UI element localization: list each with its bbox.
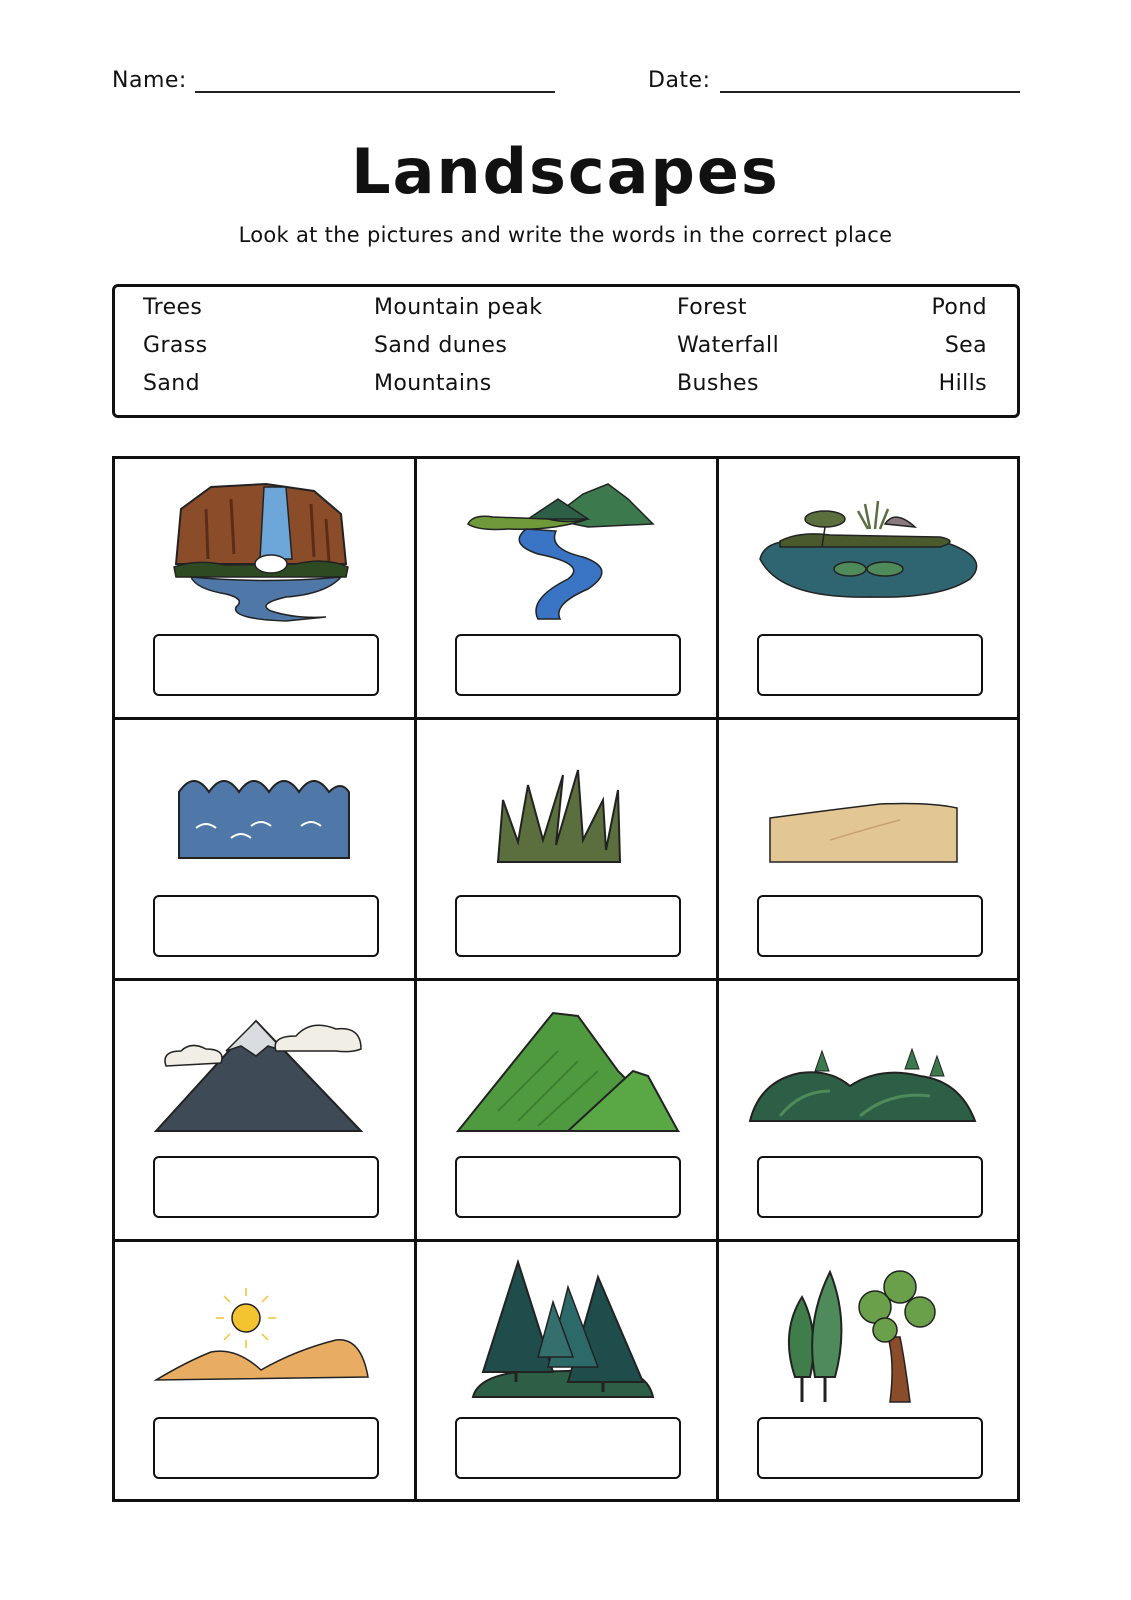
picture-cell bbox=[719, 1242, 1021, 1503]
word-bank-item: Pond bbox=[931, 295, 987, 320]
word-bank-item: Sand dunes bbox=[374, 333, 508, 358]
waterfall-icon bbox=[136, 469, 396, 629]
word-bank bbox=[112, 284, 1020, 418]
picture-cell bbox=[719, 981, 1021, 1242]
sea-icon bbox=[136, 730, 396, 890]
answer-box[interactable] bbox=[757, 1417, 983, 1479]
picture-cell bbox=[115, 981, 417, 1242]
word-bank-item: Mountain peak bbox=[374, 295, 543, 320]
date-field[interactable] bbox=[720, 91, 1020, 93]
instructions: Look at the pictures and write the words in the correct place bbox=[238, 223, 893, 247]
word-bank-item: Hills bbox=[938, 371, 987, 396]
word-bank-item: Mountains bbox=[374, 371, 492, 396]
word-bank-item: Grass bbox=[143, 333, 208, 358]
word-bank-item: Trees bbox=[143, 295, 203, 320]
picture-cell bbox=[417, 720, 719, 981]
picture-cell bbox=[719, 720, 1021, 981]
word-bank-item: Bushes bbox=[677, 371, 759, 396]
bushes-icon bbox=[740, 991, 1000, 1151]
answer-box[interactable] bbox=[455, 895, 681, 957]
mountain-peak-icon bbox=[136, 991, 396, 1151]
word-bank-item: Sand bbox=[143, 371, 200, 396]
forest-icon bbox=[438, 1252, 698, 1412]
answer-box[interactable] bbox=[455, 1417, 681, 1479]
mountains-icon bbox=[438, 991, 698, 1151]
picture-cell bbox=[417, 459, 719, 720]
answer-box[interactable] bbox=[757, 634, 983, 696]
picture-cell bbox=[719, 459, 1021, 720]
name-label: Name: bbox=[112, 68, 187, 93]
answer-box[interactable] bbox=[757, 1156, 983, 1218]
answer-box[interactable] bbox=[153, 1156, 379, 1218]
picture-cell bbox=[417, 981, 719, 1242]
pond-icon bbox=[740, 469, 1000, 629]
picture-cell bbox=[417, 1242, 719, 1503]
name-field[interactable] bbox=[195, 91, 555, 93]
answer-box[interactable] bbox=[153, 895, 379, 957]
page-title: Landscapes bbox=[351, 135, 780, 208]
picture-cell bbox=[115, 1242, 417, 1503]
river-icon bbox=[438, 469, 698, 629]
date-label: Date: bbox=[648, 68, 711, 93]
sand-dunes-icon bbox=[136, 1252, 396, 1412]
grass-icon bbox=[438, 730, 698, 890]
word-bank-item: Sea bbox=[944, 333, 987, 358]
word-bank-item: Forest bbox=[677, 295, 747, 320]
answer-box[interactable] bbox=[153, 634, 379, 696]
answer-box[interactable] bbox=[757, 895, 983, 957]
picture-grid bbox=[112, 456, 1020, 1502]
trees-icon bbox=[740, 1252, 1000, 1412]
picture-cell bbox=[115, 720, 417, 981]
picture-cell bbox=[115, 459, 417, 720]
sand-icon bbox=[740, 730, 1000, 890]
answer-box[interactable] bbox=[455, 1156, 681, 1218]
answer-box[interactable] bbox=[153, 1417, 379, 1479]
answer-box[interactable] bbox=[455, 634, 681, 696]
word-bank-item: Waterfall bbox=[677, 333, 780, 358]
